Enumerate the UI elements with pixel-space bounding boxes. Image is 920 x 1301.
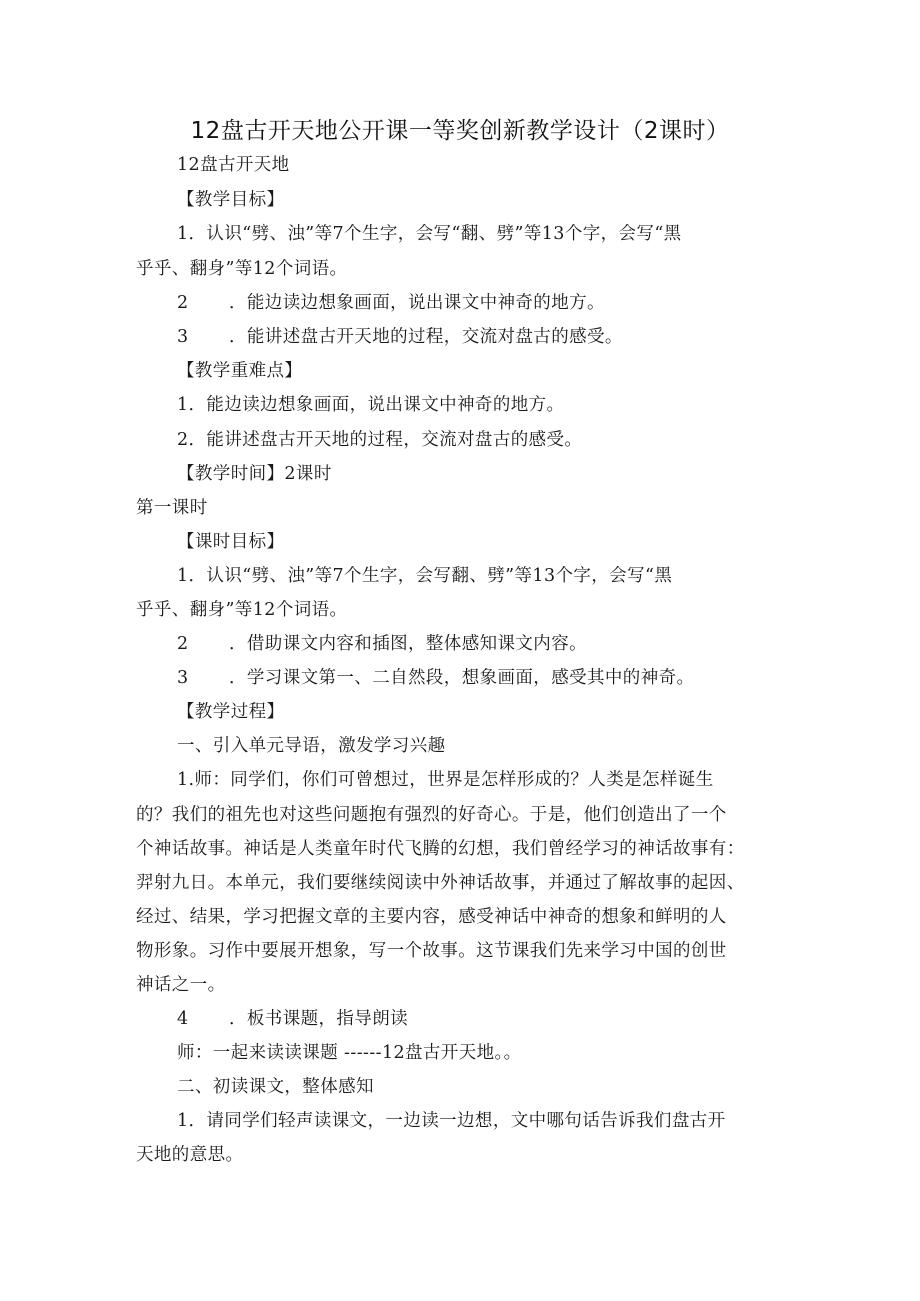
paragraph-line: 一、引入单元导语，激发学习兴趣 [177, 736, 446, 756]
paragraph-line: 师：一起来读读课题 ------12盘古开天地。。 [177, 1043, 522, 1063]
paragraph-line: 经过、结果，学习把握文章的主要内容，感受神话中神奇的想象和鲜明的人 [136, 907, 727, 927]
paragraph-line: 个神话故事。神话是人类童年时代飞腾的幻想，我们曾经学习的神话故事有： [136, 839, 745, 859]
section-heading: 【教学重难点】 [177, 361, 303, 381]
paragraph-line: 1．认识“劈、浊”等7个生字，会写“翻、劈”等13个字，会写“黑 [177, 224, 682, 244]
paragraph-line: 神话之一。 [136, 975, 226, 995]
section-heading: 【教学过程】 [177, 702, 285, 722]
numbered-item [177, 1007, 797, 1031]
item-text: ．能讲述盘古开天地的过程，交流对盘古的感受。 [229, 327, 623, 347]
document-title: 12盘古开天地公开课一等奖创新教学设计（2课时） [190, 118, 730, 144]
paragraph-line: 乎乎、翻身”等12个词语。 [136, 259, 348, 279]
section-heading: 【课时目标】 [177, 532, 285, 552]
paragraph-line: 的？我们的祖先也对这些问题抱有强烈的好奇心。于是，他们创造出了一个 [136, 805, 727, 825]
section-heading: 【教学时间】2课时 [177, 464, 332, 484]
paragraph-line: 1．能边读边想象画面，说出课文中神奇的地方。 [177, 395, 565, 415]
paragraph-line: 1．认识“劈、浊”等7个生字，会写翻、劈”等13个字，会写“黑 [177, 566, 673, 586]
item-number: 3 [177, 327, 189, 347]
item-text: ．板书课题，指导朗读 [229, 1009, 408, 1029]
section-heading: 【教学目标】 [177, 190, 285, 210]
subsection-heading: 第一课时 [136, 498, 208, 518]
item-number: 2 [177, 634, 189, 654]
paragraph-line: 物形象。习作中要展开想象，写一个故事。这节课我们先来学习中国的创世 [136, 941, 727, 961]
item-text: ．能边读边想象画面，说出课文中神奇的地方。 [229, 293, 605, 313]
item-number: 3 [177, 668, 189, 688]
lesson-heading: 12盘古开天地 [177, 155, 290, 175]
paragraph-line: 2．能讲述盘古开天地的过程，交流对盘古的感受。 [177, 430, 583, 450]
paragraph-line: 二、初读课文，整体感知 [177, 1077, 374, 1097]
numbered-item [177, 325, 797, 349]
paragraph-line: 1.师：同学们，你们可曾想过，世界是怎样形成的？人类是怎样诞生 [177, 770, 714, 790]
paragraph-line: 1．请同学们轻声读课文，一边读一边想，文中哪句话告诉我们盘古开 [177, 1111, 726, 1131]
item-text: ．学习课文第一、二自然段，想象画面，感受其中的神奇。 [229, 668, 695, 688]
numbered-item [177, 666, 797, 690]
paragraph-line: 乎乎、翻身”等12个词语。 [136, 600, 348, 620]
paragraph-line: 天地的意思。 [136, 1145, 244, 1165]
item-number: 2 [177, 293, 189, 313]
item-number: 4 [177, 1009, 189, 1029]
numbered-item [177, 632, 797, 656]
paragraph-line: 羿射九日。本单元，我们要继续阅读中外神话故事，并通过了解故事的起因、 [136, 873, 745, 893]
numbered-item [177, 291, 797, 315]
item-text: ．借助课文内容和插图，整体感知课文内容。 [229, 634, 587, 654]
